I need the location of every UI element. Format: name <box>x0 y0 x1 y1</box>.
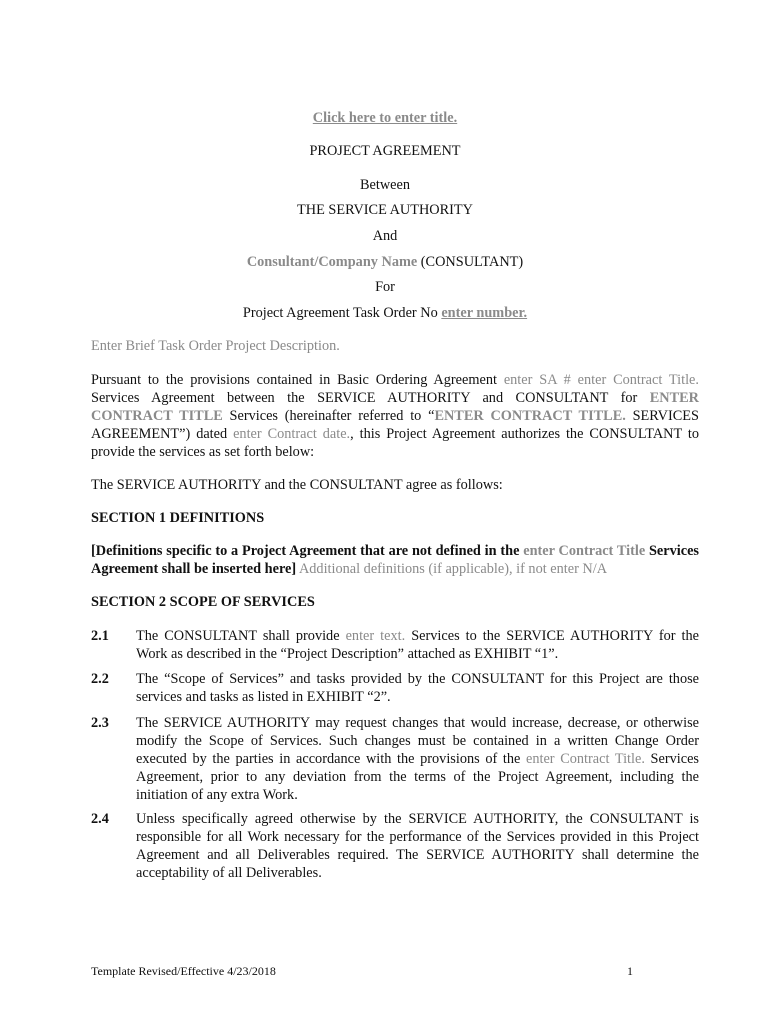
consultant-line <box>0 253 770 271</box>
clause-2-2-text: The “Scope of Services” and tasks provided by the CONSULTANT for this Project are those services and tasks as listed in EXHIBIT “2”. <box>136 671 699 705</box>
consultant-name-placeholder[interactable]: Consultant/Company Name <box>246 254 418 270</box>
agree-sentence: The SERVICE AUTHORITY and the CONSULTANT agree as follows: <box>91 477 503 493</box>
pursuant-text-1: Pursuant to the provisions contained in Basic Ordering Agreement <box>91 372 504 388</box>
clause-text <box>136 670 699 706</box>
sa-number-placeholder[interactable]: enter SA # enter Contract Title. <box>503 372 699 388</box>
clause-number: 2.2 <box>91 671 109 687</box>
clause-contract-title-placeholder[interactable]: enter Contract Title. <box>526 751 645 767</box>
title-line <box>0 109 770 127</box>
brief-description-placeholder[interactable]: Enter Brief Task Order Project Description. <box>91 338 340 354</box>
authority-name: THE SERVICE AUTHORITY <box>297 202 473 218</box>
and-text: And <box>372 228 398 244</box>
clause-2-1-text-1: The CONSULTANT shall provide <box>136 628 346 644</box>
consultant-suffix: (CONSULTANT) <box>417 254 524 270</box>
clause-number: 2.4 <box>91 811 109 827</box>
between-text: Between <box>359 177 411 193</box>
task-order-label: Project Agreement Task Order No <box>242 305 442 321</box>
contract-title-placeholder[interactable]: ENTER CONTRACT TITLE <box>91 390 699 424</box>
footer-revision: Template Revised/Effective 4/23/2018 <box>91 964 276 978</box>
brief-description <box>91 337 699 355</box>
pursuant-text-5: , this Project Agreement authorizes the CONSULTANT to provide the services as set forth below: <box>91 426 699 460</box>
definitions-paragraph <box>91 542 699 578</box>
pursuant-paragraph <box>91 371 699 461</box>
clause-2-3-text-1: The SERVICE AUTHORITY may request changes that would increase, decrease, or otherwise modify the Scope of Services. Such changes must be contained in a written Change Order executed by the parties in accordance with the provisions of the <box>136 715 699 767</box>
contract-title-placeholder-2[interactable]: ENTER CONTRACT TITLE. <box>434 408 626 424</box>
pursuant-text-4: SERVICES AGREEMENT”) dated <box>91 408 699 442</box>
clause-2-4-text: Unless specifically agreed otherwise by the SERVICE AUTHORITY, the CONSULTANT is responsible for all Work necessary for the performance of the Services provided in this Project Agreement and all Deliverables required. The SERVICE AUTHORITY shall determine the acceptability of all Deliverables. <box>136 811 699 881</box>
additional-definitions-placeholder[interactable]: Additional definitions (if applicable), if not enter N/A <box>296 561 608 577</box>
clause-2-1-text-2: Services to the SERVICE AUTHORITY for the Work as described in the “Project Description” attached as EXHIBIT “1”. <box>136 628 699 662</box>
definitions-text-2: Services Agreement shall be inserted here] <box>91 543 699 577</box>
section-2-heading: SECTION 2 SCOPE OF SERVICES <box>91 594 315 610</box>
document-type: PROJECT AGREEMENT <box>309 143 461 159</box>
task-order-number-placeholder[interactable]: enter number. <box>441 305 528 321</box>
contract-date-placeholder[interactable]: enter Contract date. <box>233 426 351 442</box>
definitions-contract-title-placeholder[interactable]: enter Contract Title <box>523 543 646 559</box>
for-text: For <box>375 279 395 295</box>
clause-text <box>136 714 699 804</box>
enter-text-placeholder[interactable]: enter text. <box>345 628 406 644</box>
clause-text <box>136 810 699 882</box>
clause-text <box>136 627 699 663</box>
clause-number: 2.3 <box>91 715 109 731</box>
pursuant-text-3: Services (hereinafter referred to “ <box>222 408 435 424</box>
pursuant-text-2: Services Agreement between the SERVICE AUTHORITY and CONSULTANT for <box>91 390 650 406</box>
title-placeholder[interactable]: Click here to enter title. <box>312 110 458 126</box>
definitions-text-1: [Definitions specific to a Project Agreement that are not defined in the <box>91 543 524 559</box>
clause-number: 2.1 <box>91 628 109 644</box>
clause-2-3-text-2: Services Agreement, prior to any deviation from the terms of the Project Agreement, including the initiation of any extra Work. <box>136 751 699 803</box>
section-1-heading: SECTION 1 DEFINITIONS <box>91 510 265 526</box>
page-number: 1 <box>627 964 633 978</box>
task-order-line <box>0 304 770 322</box>
